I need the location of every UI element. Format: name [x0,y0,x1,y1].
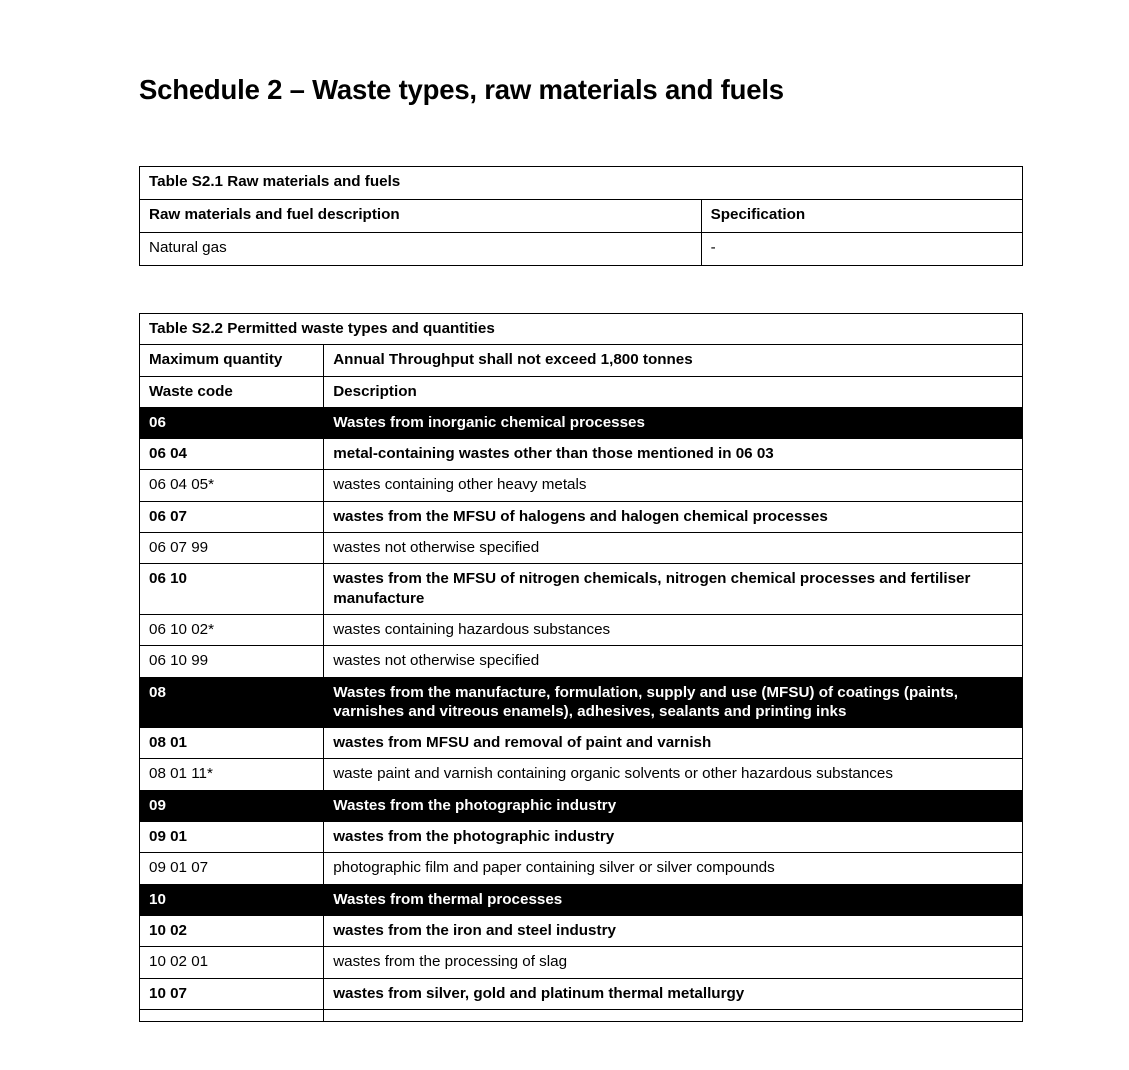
waste-description: wastes not otherwise specified [324,533,1023,564]
table-row [140,822,1023,853]
table-raw-materials-and-fuels [139,166,1023,266]
table-s22-header-waste-code: Waste code [140,376,324,407]
waste-code [140,1009,324,1021]
table-row [140,614,1023,645]
table-row [140,853,1023,884]
waste-description [324,1009,1023,1021]
waste-code: 06 10 [140,564,324,615]
table-s22-max-quantity-row [140,345,1023,376]
waste-section-row [140,790,1023,821]
waste-code: 06 10 99 [140,646,324,677]
waste-code: 06 04 05* [140,470,324,501]
waste-code: 10 02 01 [140,947,324,978]
waste-description: photographic film and paper containing silver or silver compounds [324,853,1023,884]
waste-code: 10 02 [140,915,324,946]
waste-description: wastes from silver, gold and platinum thermal metallurgy [324,978,1023,1009]
table-s22-caption-row [140,314,1023,345]
table-s22-caption: Table S2.2 Permitted waste types and quantities [140,314,1023,345]
waste-description: Wastes from thermal processes [324,884,1023,915]
waste-code: 08 [140,677,324,728]
waste-code: 08 01 [140,728,324,759]
table-row [140,915,1023,946]
table-s22-header-row [140,376,1023,407]
table-row [140,947,1023,978]
raw-material-description: Natural gas [140,233,702,266]
table-row [140,728,1023,759]
waste-section-row [140,407,1023,438]
table-permitted-waste-types [139,313,1023,1022]
table-s22-header-description: Description [324,376,1023,407]
table-row [140,501,1023,532]
waste-description: wastes from the MFSU of halogens and halogen chemical processes [324,501,1023,532]
waste-code: 06 [140,407,324,438]
waste-code: 10 07 [140,978,324,1009]
table-s22-body [140,314,1023,1022]
table-row [140,564,1023,615]
waste-code: 08 01 11* [140,759,324,790]
table-s21-header-specification: Specification [701,200,1022,233]
waste-code: 09 01 07 [140,853,324,884]
waste-code: 06 07 99 [140,533,324,564]
waste-description: Wastes from inorganic chemical processes [324,407,1023,438]
table-s21-body [140,167,1023,266]
table-row [140,470,1023,501]
table-s21-header-row [140,200,1023,233]
table-row [140,978,1023,1009]
table-row [140,533,1023,564]
waste-code: 09 01 [140,822,324,853]
waste-section-row [140,677,1023,728]
waste-code: 06 10 02* [140,614,324,645]
table-row [140,1009,1023,1021]
table-s21-header-description: Raw materials and fuel description [140,200,702,233]
waste-description: Wastes from the manufacture, formulation, supply and use (MFSU) of coatings (paints, varnishes and vitreous enamels), adhesives, sealants and printing inks [324,677,1023,728]
waste-description: wastes from MFSU and removal of paint and varnish [324,728,1023,759]
max-quantity-label: Maximum quantity [140,345,324,376]
waste-description: waste paint and varnish containing organic solvents or other hazardous substances [324,759,1023,790]
waste-description: Wastes from the photographic industry [324,790,1023,821]
waste-description: wastes containing hazardous substances [324,614,1023,645]
waste-code: 06 04 [140,439,324,470]
waste-section-row [140,884,1023,915]
table-s21-caption: Table S2.1 Raw materials and fuels [140,167,1023,200]
waste-code: 09 [140,790,324,821]
table-row [140,759,1023,790]
table-row [140,646,1023,677]
waste-code: 06 07 [140,501,324,532]
waste-description: metal-containing wastes other than those mentioned in 06 03 [324,439,1023,470]
table-row [140,233,1023,266]
table-s21-caption-row [140,167,1023,200]
waste-description: wastes not otherwise specified [324,646,1023,677]
raw-material-specification: - [701,233,1022,266]
waste-description: wastes from the iron and steel industry [324,915,1023,946]
waste-description: wastes from the MFSU of nitrogen chemicals, nitrogen chemical processes and fertiliser manufacture [324,564,1023,615]
waste-description: wastes from the processing of slag [324,947,1023,978]
waste-description: wastes containing other heavy metals [324,470,1023,501]
max-quantity-value: Annual Throughput shall not exceed 1,800 tonnes [324,345,1023,376]
waste-description: wastes from the photographic industry [324,822,1023,853]
table-row [140,439,1023,470]
page-title: Schedule 2 – Waste types, raw materials and fuels [139,74,784,106]
waste-code: 10 [140,884,324,915]
